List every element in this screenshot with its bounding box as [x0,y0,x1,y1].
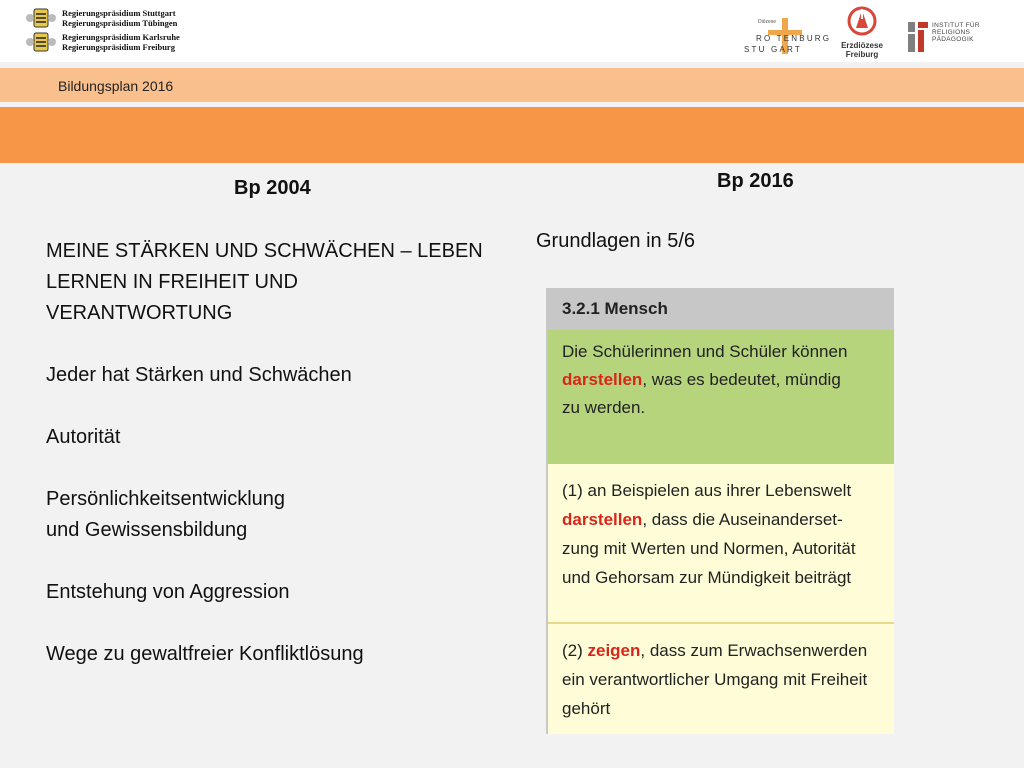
ipr-emblem-icon [906,20,930,54]
coat-of-arms-icon [26,7,56,29]
ipr-line-2: RELIGIONS [932,29,971,36]
grundlagen-subheading: Grundlagen in 5/6 [536,230,696,252]
sub-competence-2 [548,624,894,734]
item1-line-2 [562,505,884,534]
topic-aggression: Entstehung von Aggression [46,581,290,603]
excerpt-title: 3.2.1 Mensch [548,288,894,330]
topic-persoenlichkeit-line-1: Persönlichkeitsentwicklung [46,488,286,510]
stuttgart-label: STU GART [744,45,802,54]
competence-line-3: zu werden. [562,398,646,417]
operator-darstellen: darstellen [562,370,643,389]
rp-logo-row-1 [26,6,206,30]
item2-line-1-rest: , dass zum Erwachsenwerden [640,641,868,660]
regierungspraesidium-logos [26,6,206,54]
topic-konfliktloesung: Wege zu gewaltfreier Konfliktlösung [46,643,364,665]
right-column-heading: Bp 2016 [717,170,794,192]
erzdioezese-line-2: Freiburg [845,50,879,59]
title-band [0,68,1024,102]
item1-line-4: und Gehorsam zur Mündigkeit beiträgt [562,568,852,587]
item2-line-1 [562,636,884,665]
erzdioezese-emblem-icon [844,6,880,36]
dioezese-label: Diözese [758,19,777,25]
coat-of-arms-icon [26,31,56,53]
bildungsplan-excerpt [546,288,894,734]
ipr-line-3: PÄDAGOGIK [932,36,974,43]
item1-line-3: zung mit Werten und Normen, Autorität [562,539,856,558]
item2-line-3: gehört [562,699,611,718]
erzdioezese-line-1: Erzdiözese [841,41,883,50]
rp-name-karlsruhe: Regierungspräsidium Karlsruhe [62,32,180,42]
rp-logo-row-2 [26,30,206,54]
rp-name-stuttgart: Regierungspräsidium Stuttgart [62,8,176,18]
operator-darstellen: darstellen [562,510,643,529]
item2-prefix: (2) [562,641,588,660]
topic-persoenlichkeit-line-2: und Gewissensbildung [46,519,248,541]
left-column-heading: Bp 2004 [234,177,311,199]
competence-statement [548,330,894,464]
dioezese-rottenburg-stuttgart-logo [742,14,834,58]
rp-name-freiburg: Regierungspräsidium Freiburg [62,42,175,52]
orange-band [0,107,1024,163]
topic-staerken-schwaechen: Jeder hat Stärken und Schwächen [46,364,352,386]
top-header [0,0,1024,62]
bp2004-content [46,236,516,670]
unit-title-line-1: MEINE STÄRKEN UND SCHWÄCHEN – LEBEN [46,240,483,262]
rottenburg-label: RO TENBURG [756,34,832,43]
item2-line-2: ein verantwortlicher Umgang mit Freiheit [562,670,868,689]
erzdioezese-freiburg-logo [832,6,892,58]
item1-line-1: (1) an Beispielen aus ihrer Lebenswelt [562,481,852,500]
sub-competence-1 [548,464,894,624]
band-label: Bildungsplan 2016 [58,78,174,94]
operator-zeigen: zeigen [587,641,641,660]
competence-line-2-rest: , was es bedeutet, mündig [642,370,841,389]
competence-line-1: Die Schülerinnen und Schüler können [562,342,848,361]
rp-name-tuebingen: Regierungspräsidium Tübingen [62,18,178,28]
competence-line-2 [562,366,884,394]
institut-religionspaedagogik-logo [906,20,998,56]
unit-title-line-3: VERANTWORTUNG [46,302,233,324]
topic-autoritaet: Autorität [46,426,121,448]
ipr-line-1: INSTITUT FÜR [932,22,980,29]
unit-title-line-2: LERNEN IN FREIHEIT UND [46,271,298,293]
item1-line-2-rest: , dass die Auseinanderset- [642,510,843,529]
